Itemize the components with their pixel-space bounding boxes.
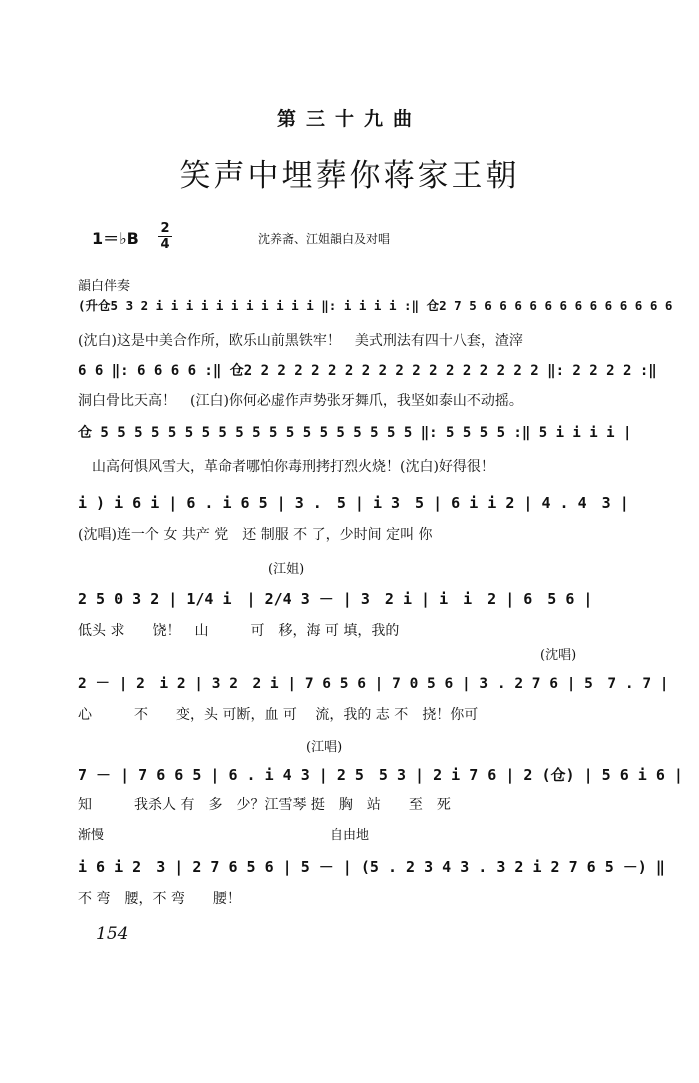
voice-annotation: (江唱) — [306, 740, 343, 755]
tempo-marking: 自由地 — [330, 828, 370, 843]
key-signature: 1＝♭B — [92, 229, 139, 248]
tempo-marking: 渐慢 — [78, 828, 105, 843]
notation-line: i ) i 6 i | 6 . i 6 5 | 3 . 5 | i 3 5 | 6 i i 2 | 4 . 4 3 | — [78, 494, 629, 512]
lyric-line: (沈白)这是中美合作所，欧乐山前黑铁牢！ 美式刑法有四十八套，渣滓 — [78, 333, 523, 349]
section-label: 韻白伴奏 — [78, 279, 131, 294]
notation-line: 7 － | 7 6 6 5 | 6 . i 4 3 | 2 5 5 3 | 2 i 7 6 | 2 (仓) | 5 6 i 6 | — [78, 766, 683, 784]
time-signature — [158, 222, 172, 251]
time-signature-top: 2 — [160, 221, 170, 236]
lyric-line: 不 弯 腰，不 弯 腰！ — [78, 891, 241, 907]
lyric-line: 低头 求 饶！ 山 可 移，海 可 填，我的 — [78, 623, 400, 639]
notation-line: i 6 i 2 3 | 2 7 6 5 6 | 5 － | (5 . 2 3 4 3 . 3 2 i 2 7 6 5 －) ‖ — [78, 858, 665, 876]
song-title: 笑声中埋葬你蒋家王朝 — [179, 158, 520, 194]
performers-note: 沈养斋、江姐韻白及对唱 — [258, 232, 391, 246]
notation-line: 2 － | 2 i 2 | 3 2 2 i | 7 6 5 6 | 7 0 5 6 | 3 . 2 7 6 | 5 7 . 7 | — [78, 676, 669, 692]
lyric-line: 心 不 变，头 可断，血 可 流，我的 志 不 挠！你可 — [78, 707, 479, 723]
lyric-line: 洞白骨比天高！ (江白)你何必虚作声势张牙舞爪，我坚如泰山不动摇。 — [78, 393, 523, 409]
lyric-line: (沈唱)连一个 女 共产 党 还 制服 不 了，少时间 定叫 你 — [78, 527, 433, 543]
notation-line: 2 5 0 3 2 | 1/4 i | 2/4 3 － | 3 2 i | i i 2 | 6 5 6 | — [78, 590, 593, 608]
voice-annotation: (江姐) — [268, 562, 305, 577]
time-signature-bottom: 4 — [160, 237, 170, 252]
voice-annotation: (沈唱) — [540, 648, 577, 663]
song-number: 第三十九曲 — [276, 108, 422, 130]
lyric-line: 知 我杀人 有 多 少？江雪琴 挺 胸 站 至 死 — [78, 797, 451, 813]
notation-line: 仓 5 5 5 5 5 5 5 5 5 5 5 5 5 5 5 5 5 5 5 ‖: 5 5 5 5 :‖ 5 i i i i | — [78, 425, 632, 441]
page-number: 154 — [96, 924, 129, 944]
lyric-line: 山高何惧风雪大，革命者哪怕你毒刑拷打烈火烧！(沈白)好得很！ — [78, 459, 495, 475]
notation-line: 6 6 ‖: 6 6 6 6 :‖ 仓2 2 2 2 2 2 2 2 2 2 2 2 2 2 2 2 2 2 ‖: 2 2 2 2 :‖ — [78, 363, 657, 379]
notation-line: (升仓5 3 2 i i i i i i i i i i i ‖: i i i i :‖ 仓2 7 5 6 6 6 6 6 6 6 6 6 6 6 6 6 — [78, 298, 673, 313]
